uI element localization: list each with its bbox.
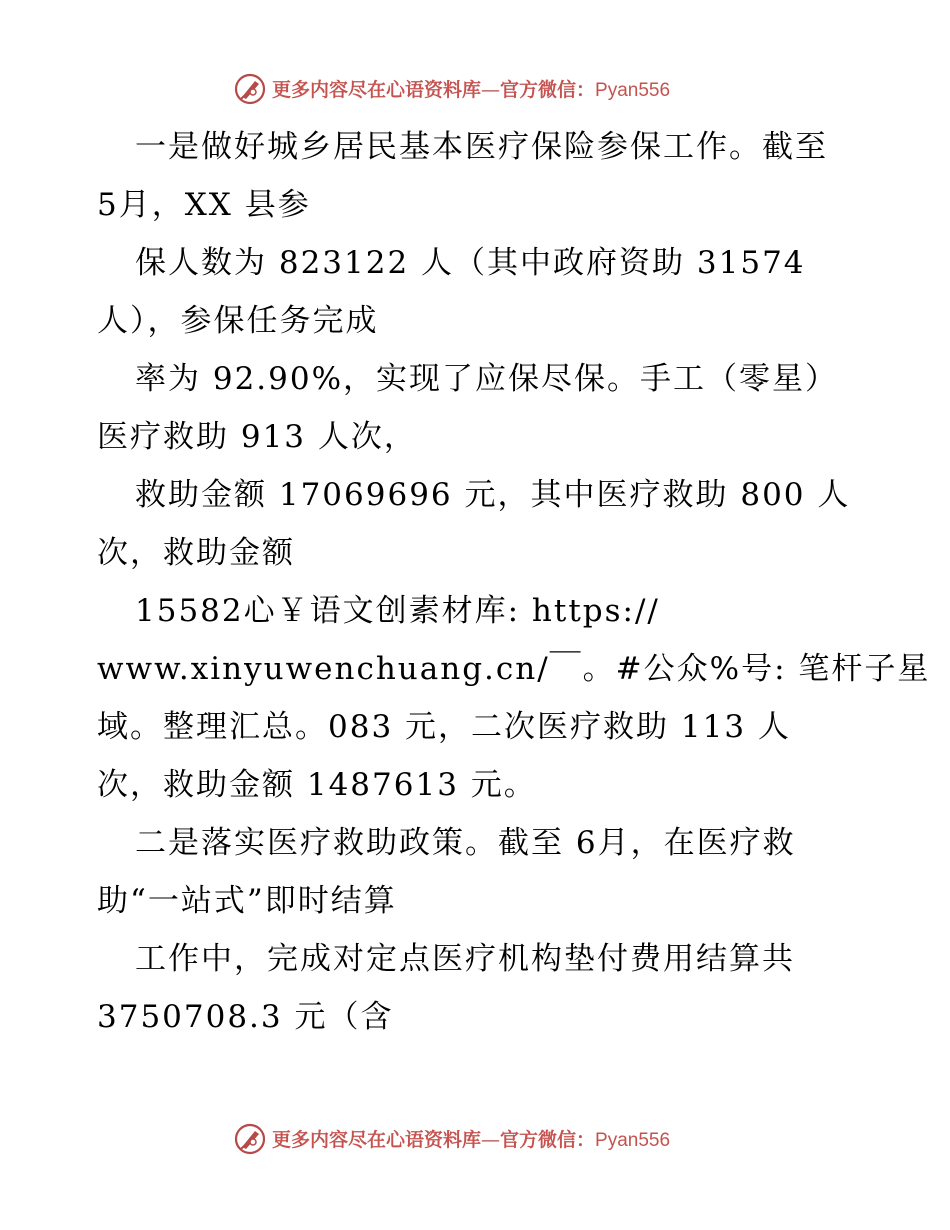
text-line: 3750708.3 元（含 [97, 999, 394, 1035]
text-line: 域。整理汇总。083 元，二次医疗救助 113 人 [97, 709, 791, 745]
text-line: 医疗救助 913 人次， [97, 419, 417, 455]
watermark-brand: 更多内容尽在心语资料库 [272, 79, 482, 101]
watermark-text [272, 1128, 670, 1153]
text-line: 次，救助金额 [97, 535, 295, 571]
watermark-wechat-id: Pyan556 [595, 1130, 671, 1151]
text-line: 率为 92.90%，实现了应保尽保。手工（零星） [135, 361, 839, 397]
watermark-separator: — [481, 1129, 501, 1151]
text-line: 次，救助金额 1487613 元。 [97, 767, 537, 803]
text-line: 二是落实医疗救助政策。截至 6月，在医疗救 [135, 825, 796, 861]
text-line: 一是做好城乡居民基本医疗保险参保工作。截至 [135, 129, 828, 165]
footer-watermark [0, 1120, 950, 1160]
watermark-wechat-id: Pyan556 [595, 80, 671, 101]
watermark-wechat-label: 官方微信： [500, 1129, 596, 1151]
watermark-separator: — [481, 79, 501, 101]
text-line: 工作中，完成对定点医疗机构垫付费用结算共 [135, 941, 795, 977]
text-line: 15582心￥语文创素材库: https:// [135, 593, 660, 629]
text-line: 助“一站式”即时结算 [97, 883, 397, 919]
watermark-brand: 更多内容尽在心语资料库 [272, 1129, 482, 1151]
text-line: www.xinyuwenchuang.cn/￣。#公众%号: 笔杆子星 [97, 651, 931, 687]
text-line: 人），参保任务完成 [97, 303, 379, 339]
text-line: 保人数为 823122 人（其中政府资助 31574 [135, 245, 806, 281]
watermark-wechat-label: 官方微信： [500, 79, 596, 101]
text-line: 5月，XX 县参 [97, 187, 311, 223]
quill-pen-seal-icon [233, 1122, 267, 1156]
text-line: 救助金额 17069696 元，其中医疗救助 800 人 [135, 477, 851, 513]
